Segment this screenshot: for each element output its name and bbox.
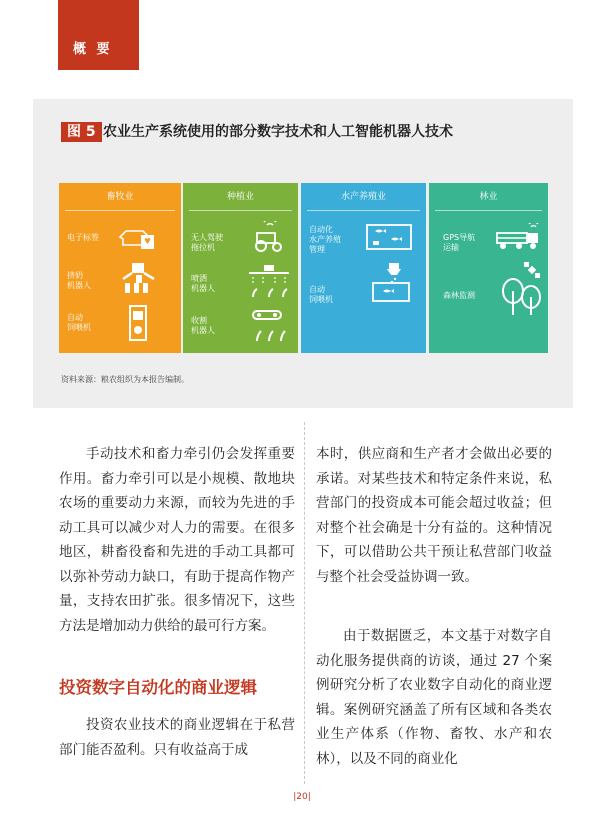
item-label: 挤奶 机器人 <box>67 271 91 290</box>
sprayer-icon <box>247 263 291 299</box>
figure-title: 农业生产系统使用的部分数字技术和人工智能机器人技术 <box>103 124 453 140</box>
panel-title: 种植业 <box>183 183 298 211</box>
panel-livestock <box>59 183 181 353</box>
forest-icon <box>499 277 543 317</box>
page-number: |20| <box>293 792 311 802</box>
figure-badge: 图 5 <box>61 122 102 142</box>
panel-title: 水产养殖业 <box>301 183 426 211</box>
item-label: 自动 饲喂机 <box>67 313 91 332</box>
panel-forestry <box>429 183 548 353</box>
item-label: 自动化 水产养殖 管理 <box>309 225 341 254</box>
paragraph: 手动技术和畜力牵引仍会发挥重要作用。畜力牵引可以是小规模、散地块农场的重要动力来源，而较为先进的手动工具可以减少对人力的需要。在很多地区，耕畜役畜和先进的手动工具都可以弥补劳动力缺口，有助于提高作物产量，支持农田扩张。很多情况下，这些方法是增加动力供给的最可行方案。 <box>59 446 295 634</box>
item-label: 电子标签 <box>67 233 99 242</box>
panel-title: 畜牧业 <box>59 183 181 211</box>
panel-aquaculture <box>301 183 426 353</box>
tractor-icon <box>249 221 289 253</box>
figure-source: 资料来源：粮农组织为本报告编制。 <box>61 375 189 384</box>
item-label: 无人驾驶 拖拉机 <box>191 233 223 252</box>
panel-crops <box>183 183 298 353</box>
item-label: 自动 饲喂机 <box>309 285 333 304</box>
fish-feeder-icon <box>369 261 413 305</box>
item-label: GPS导航 运输 <box>443 233 476 252</box>
item-label: 收割 机器人 <box>191 316 215 335</box>
item-label: 森林监测 <box>443 291 475 300</box>
section-tab <box>58 0 139 70</box>
milking-robot-icon <box>119 261 159 299</box>
feeder-icon <box>127 305 149 341</box>
paragraph: 投资农业技术的商业逻辑在于私营部门能否盈利。只有收益高于成 <box>59 717 295 758</box>
column-divider <box>304 422 305 784</box>
section-heading: 投资数字自动化的商业逻辑 <box>59 678 257 697</box>
section-label: 概 要 <box>73 42 113 57</box>
paragraph: 本时，供应商和生产者才会做出必要的承诺。对某些技术和特定条件来说，私营部门的投资成本可能会超过收益；但对整个社会确是十分有益的。这种情况下，可以借助公共干预让私营部门收益与整个社会受益协调一致。 <box>316 446 552 585</box>
fish-tank-icon <box>365 223 413 251</box>
figure-box <box>33 99 573 408</box>
cow-tag-icon <box>117 223 157 253</box>
panel-title: 林业 <box>429 183 548 211</box>
log-truck-icon <box>495 223 543 251</box>
harvester-icon <box>249 307 289 343</box>
item-label: 喷洒 机器人 <box>191 274 215 293</box>
paragraph: 由于数据匮乏，本文基于对数字自动化服务提供商的访谈，通过 27 个案例研究分析了农业数字自动化的商业逻辑。案例研究涵盖了所有区域和各类农业生产体系（作物、畜牧、水产和农林），以及不同的商业化 <box>316 628 552 767</box>
